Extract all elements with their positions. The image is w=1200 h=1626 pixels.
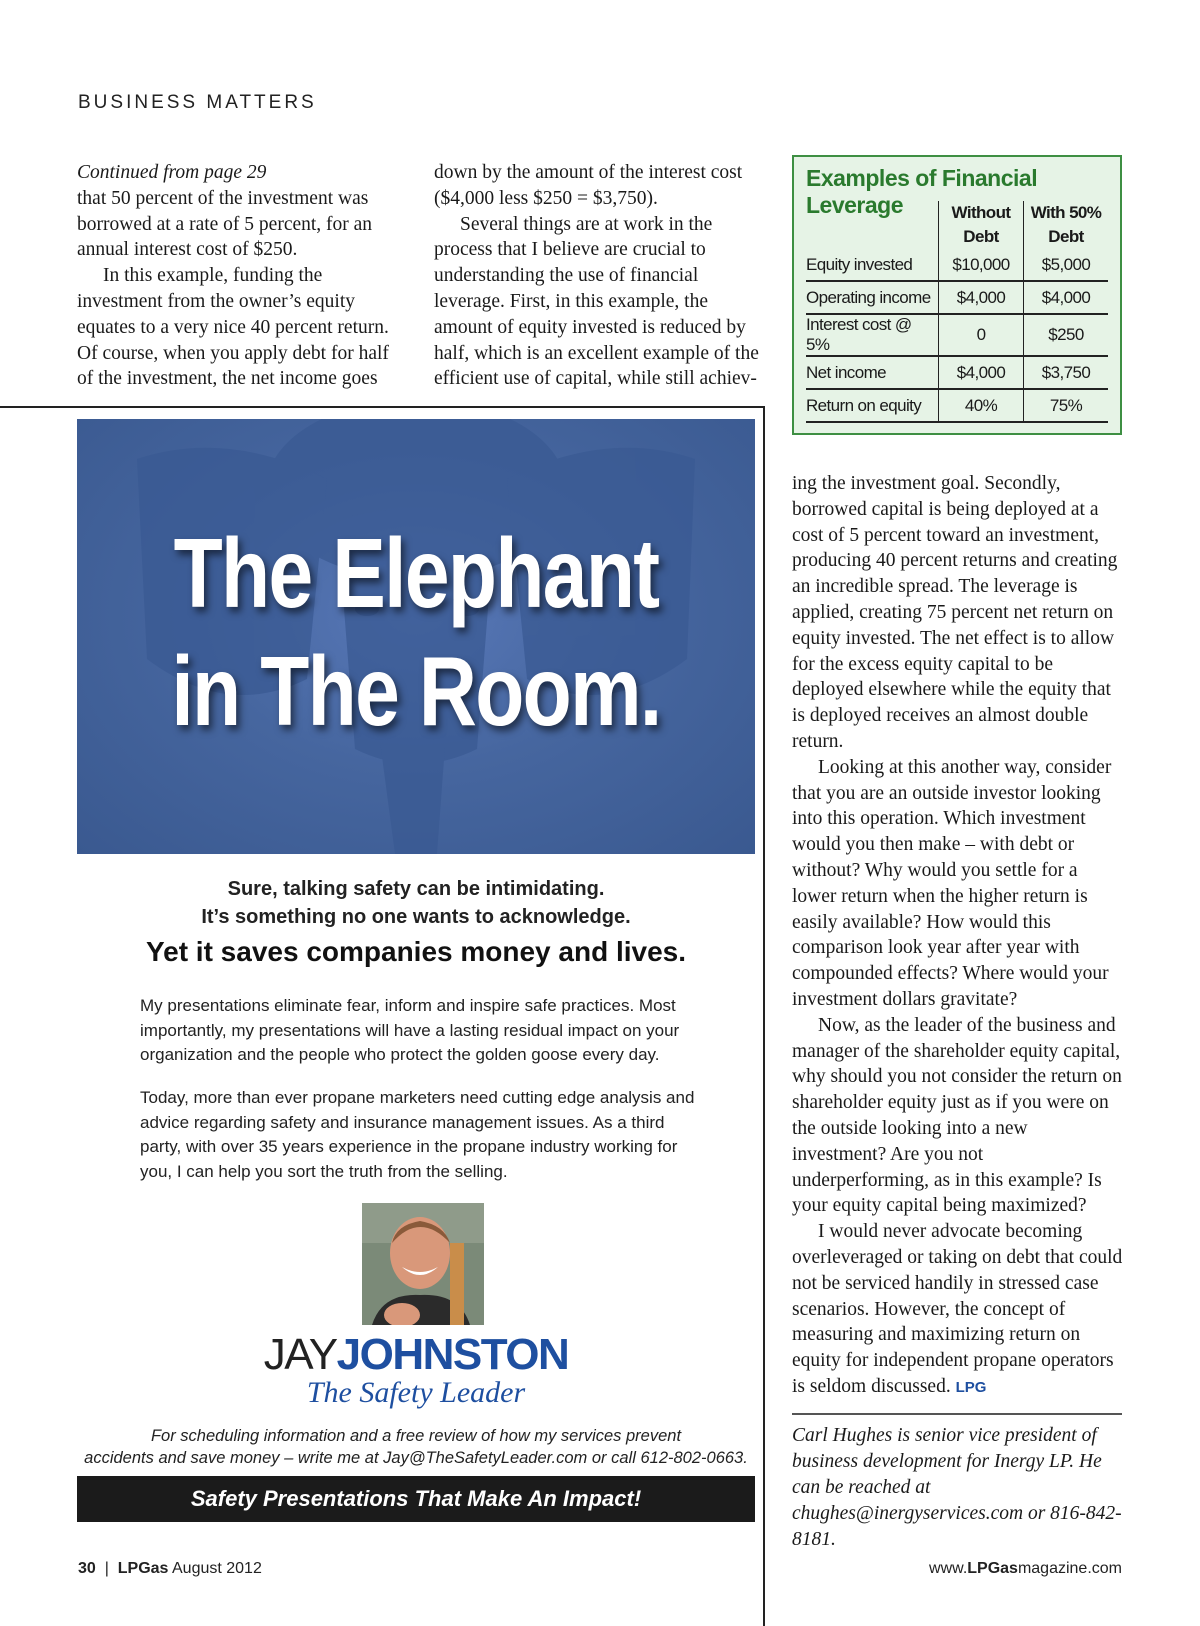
- table-row: [806, 281, 1108, 314]
- table-row: [806, 389, 1108, 422]
- article-column-3: [792, 471, 1124, 1401]
- magazine-name: LPGas: [117, 1560, 169, 1577]
- value-without-debt: $4,000: [939, 281, 1024, 314]
- table-row: [806, 314, 1108, 356]
- website-bold: LPGas: [967, 1560, 1018, 1577]
- page-number: 30: [78, 1560, 96, 1577]
- safety-leader-script: The Safety Leader: [306, 1376, 526, 1409]
- ad-headline-line-1: The Elephant: [173, 518, 659, 628]
- ad-tagline-2: It’s something no one wants to acknowledge.: [201, 906, 631, 928]
- ad-body-paragraph-1: My presentations eliminate fear, inform and inspire safe practices. Most importantly, my presentations will have a lasting residual impact on your organization and the people who protect the golden goose every day.: [140, 996, 680, 1064]
- contact-line-1: For scheduling information and a free review of how my services prevent: [150, 1427, 682, 1445]
- ad-contact-info: [77, 1425, 755, 1469]
- table-row: [806, 356, 1108, 389]
- value-without-debt: 40%: [939, 389, 1024, 422]
- footer-website[interactable]: [929, 1560, 1122, 1578]
- table-row: [806, 249, 1108, 281]
- col3-paragraph-1: ing the investment goal. Secondly, borrowed capital is being deployed at a cost of 5 percent toward an investment, producing 40 percent returns and creating an incredible spread. The leverage is applied, creating 75 percent net return on equity invested. The net effect is to allow for the excess equity capital to be deployed elsewhere while the equity that is deployed receives an almost double return.: [792, 473, 1118, 752]
- value-without-debt: 0: [939, 314, 1024, 356]
- end-mark: LPG: [955, 1378, 987, 1396]
- section-header: BUSINESS MATTERS: [78, 92, 317, 113]
- value-with-debt: $5,000: [1024, 249, 1109, 281]
- continued-from: Continued from page 29: [77, 162, 267, 183]
- issue-date: August 2012: [172, 1560, 262, 1577]
- article-column-1: [77, 160, 397, 392]
- col3-paragraph-4: I would never advocate becoming overleveraged or taking on debt that could not be serviced handily in stressed case scenarios. However, the concept of measuring and maximizing return on equity for independent propane operators is seldom discussed.: [792, 1221, 1123, 1397]
- portrait-illustration: [362, 1203, 484, 1325]
- col3-paragraph-3: Now, as the leader of the business and manager of the shareholder equity capital, why should you not consider the return on shareholder equity just as if you were on the outside looking into a new investment? Are you not underperforming, as in this example? Is your equity capital being maximized?: [792, 1014, 1122, 1217]
- header-with-debt: With 50% Debt: [1024, 201, 1109, 249]
- financial-leverage-box: [792, 155, 1122, 435]
- col3-paragraph-2: Looking at this another way, consider that you are an outside investor looking into this operation. Which investment would you then make – with debt or without? Why would you settle for a lower return when the higher return is easily available? How would this comparison look year after year with compounded effects? Where would your investment dollars gravitate?: [792, 756, 1112, 1010]
- value-without-debt: $10,000: [939, 249, 1024, 281]
- col2-paragraph-1: down by the amount of the interest cost ($4,000 less $250 = $3,750).: [434, 162, 743, 209]
- col1-paragraph-1: that 50 percent of the investment was borrowed at a rate of 5 percent, for an annual interest cost of $250.: [77, 187, 373, 261]
- contact-line-2: accidents and save money – write me at Jay@TheSafetyLeader.com or call 612-802-0663.: [84, 1449, 748, 1467]
- website-suffix: magazine.com: [1017, 1560, 1122, 1577]
- ad-headline-line-2: in The Room.: [171, 636, 661, 746]
- jay-johnston-logo: [77, 1330, 755, 1380]
- row-label: Interest cost @ 5%: [806, 314, 939, 356]
- header-blank: [806, 201, 939, 249]
- article-column-2: [434, 160, 764, 392]
- footer-separator: |: [100, 1560, 114, 1577]
- bio-divider: [792, 1413, 1122, 1415]
- value-with-debt: $3,750: [1024, 356, 1109, 389]
- logo-first-name: JAY: [263, 1330, 337, 1379]
- leverage-table-title: Examples of Financial Leverage: [806, 165, 1038, 218]
- header-without-debt: Without Debt: [939, 201, 1024, 249]
- value-without-debt: $4,000: [939, 356, 1024, 389]
- col2-paragraph-2: Several things are at work in the process that I believe are crucial to understanding the use of financial leverage. First, in this example, the amount of equity invested is reduced by half, which is an excellent example of the efficient use of capital, while still achiev-: [434, 213, 759, 390]
- row-label: Net income: [806, 356, 939, 389]
- ad-banner: Safety Presentations That Make An Impact!: [77, 1476, 755, 1522]
- row-label: Equity invested: [806, 249, 939, 281]
- value-with-debt: 75%: [1024, 389, 1109, 422]
- man-with-guitar-photo: [362, 1203, 484, 1325]
- col1-paragraph-2: In this example, funding the investment from the owner’s equity equates to a very nice 40 percent return. Of course, when you apply debt for half of the investment, the net income goes: [77, 265, 389, 390]
- ad-frame-top: [0, 406, 765, 408]
- row-label: Return on equity: [806, 389, 939, 422]
- row-label: Operating income: [806, 281, 939, 314]
- website-prefix: www.: [929, 1560, 968, 1577]
- leverage-table: [806, 201, 1108, 423]
- ad-tagline-3: Yet it saves companies money and lives.: [145, 936, 687, 967]
- ad-tagline-1: Sure, talking safety can be intimidating.: [227, 878, 605, 900]
- ad-frame-right: [763, 406, 765, 1626]
- ad-body-paragraph-2: Today, more than ever propane marketers need cutting edge analysis and advice regarding safety and insurance management issues. As a third party, with over 35 years experience in the propane industry working for you, I can help you sort the truth from the selling.: [140, 1088, 695, 1181]
- footer-left: [78, 1560, 262, 1578]
- elephant-photo: [77, 419, 755, 854]
- value-with-debt: $250: [1024, 314, 1109, 356]
- logo-last-name: JOHNSTON: [336, 1330, 569, 1379]
- value-with-debt: $4,000: [1024, 281, 1109, 314]
- author-bio: Carl Hughes is senior vice president of business development for Inergy LP. He can be reached at chughes@inergyservices.com or 816-842-8181.: [792, 1425, 1122, 1550]
